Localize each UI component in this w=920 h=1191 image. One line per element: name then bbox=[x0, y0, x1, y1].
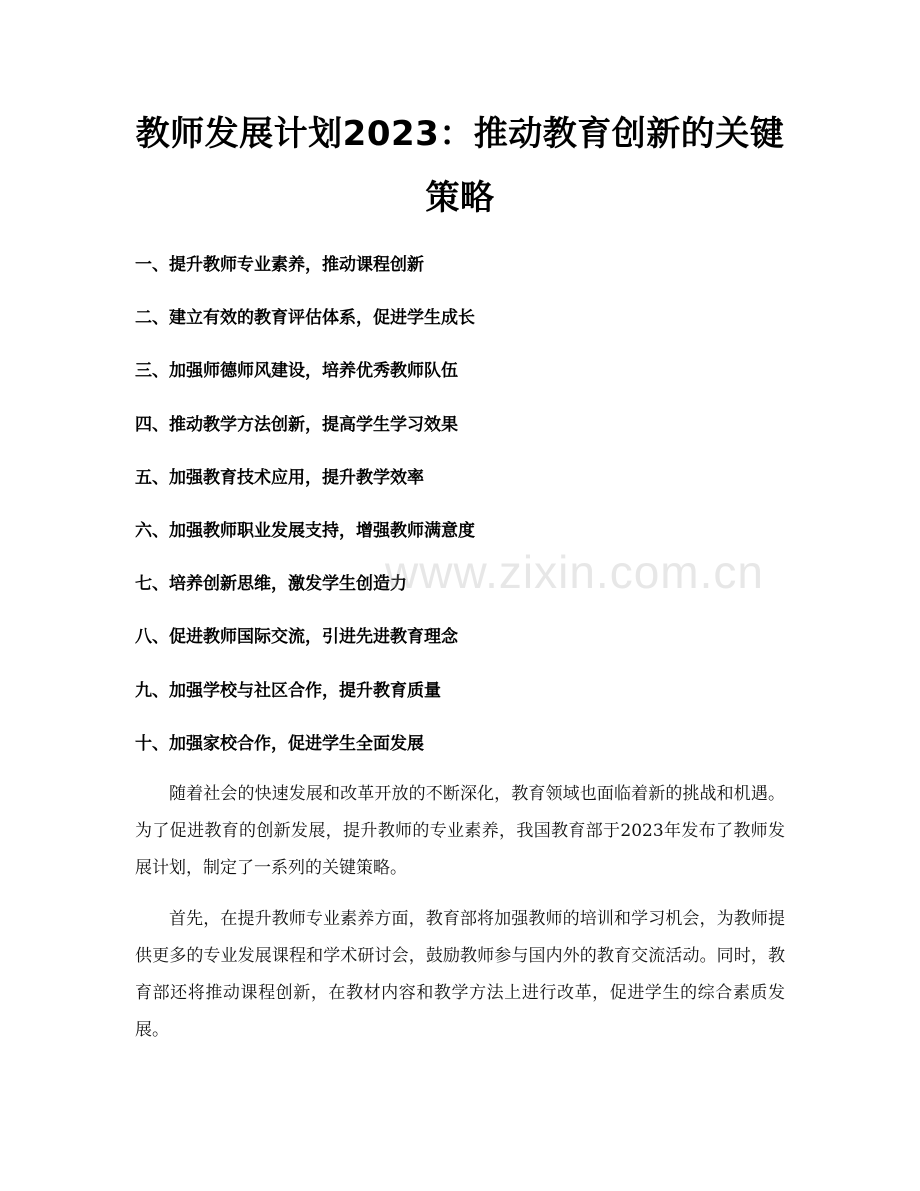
toc-item: 七、培养创新思维，激发学生创造力 bbox=[135, 574, 407, 595]
toc-item: 三、加强师德师风建设，培养优秀教师队伍 bbox=[135, 361, 458, 382]
body-text bbox=[135, 776, 785, 1063]
body-paragraph: 首先，在提升教师专业素养方面，教育部将加强教师的培训和学习机会，为教师提供更多的专业发展课程和学术研讨会，鼓励教师参与国内外的教育交流活动。同时，教育部还将推动课程创新，在教材内容和教学方法上进行改革，促进学生的综合素质发展。 bbox=[135, 909, 785, 1040]
document-title: 教师发展计划2023：推动教育创新的关键策略 bbox=[135, 114, 785, 218]
toc-item: 一、提升教师专业素养，推动课程创新 bbox=[135, 255, 424, 275]
toc-item: 六、加强教师职业发展支持，增强教师满意度 bbox=[135, 520, 475, 541]
toc-item: 五、加强教育技术应用，提升教学效率 bbox=[135, 467, 424, 488]
watermark: www.zixin.com.cn bbox=[385, 546, 764, 598]
toc-item: 四、推动教学方法创新，提高学生学习效果 bbox=[135, 414, 458, 435]
toc-item: 九、加强学校与社区合作，提升教育质量 bbox=[135, 680, 441, 701]
toc-item: 八、促进教师国际交流，引进先进教育理念 bbox=[135, 627, 458, 648]
toc-item: 二、建立有效的教育评估体系，促进学生成长 bbox=[135, 308, 475, 329]
toc-item: 十、加强家校合作，促进学生全面发展 bbox=[135, 733, 424, 754]
table-of-contents bbox=[135, 247, 785, 779]
body-paragraph: 随着社会的快速发展和改革开放的不断深化，教育领域也面临着新的挑战和机遇。为了促进教育的创新发展，提升教师的专业素养，我国教育部于2023年发布了教师发展计划，制定了一系列的关键策略。 bbox=[135, 784, 785, 878]
